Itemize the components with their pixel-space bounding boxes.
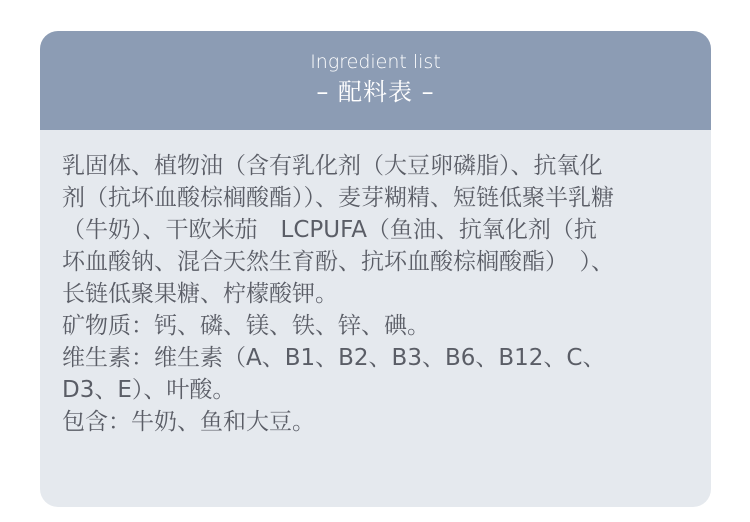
title-english: Ingredient list xyxy=(310,51,441,73)
ingredient-line-3: （牛奶）、干欧米茄 LCPUFA（鱼油、抗氧化剂（抗 xyxy=(62,217,597,243)
ingredient-line-5: 长链低聚果糖、柠檬酸钾。 xyxy=(62,281,338,307)
card-header xyxy=(40,31,711,130)
ingredient-line-2: 剂（抗坏血酸棕榈酸酯））、麦芽糊精、短链低聚半乳糖 xyxy=(62,185,614,211)
ingredient-text xyxy=(40,130,711,438)
minerals-line: 矿物质：钙、磷、镁、铁、锌、碘。 xyxy=(62,313,430,339)
title-chinese: – 配料表 – xyxy=(316,78,435,106)
ingredient-line-4: 坏血酸钠、混合天然生育酚、抗坏血酸棕榈酸酯） ）、 xyxy=(62,249,614,275)
ingredient-line-1: 乳固体、植物油（含有乳化剂（大豆卵磷脂）、抗氧化 xyxy=(62,153,603,179)
vitamins-line-2: D3、E）、叶酸。 xyxy=(62,377,236,403)
allergens-line: 包含：牛奶、鱼和大豆。 xyxy=(62,409,315,435)
ingredient-card xyxy=(40,31,711,507)
vitamins-line-1: 维生素：维生素（A、B1、B2、B3、B6、B12、C、 xyxy=(62,345,606,371)
